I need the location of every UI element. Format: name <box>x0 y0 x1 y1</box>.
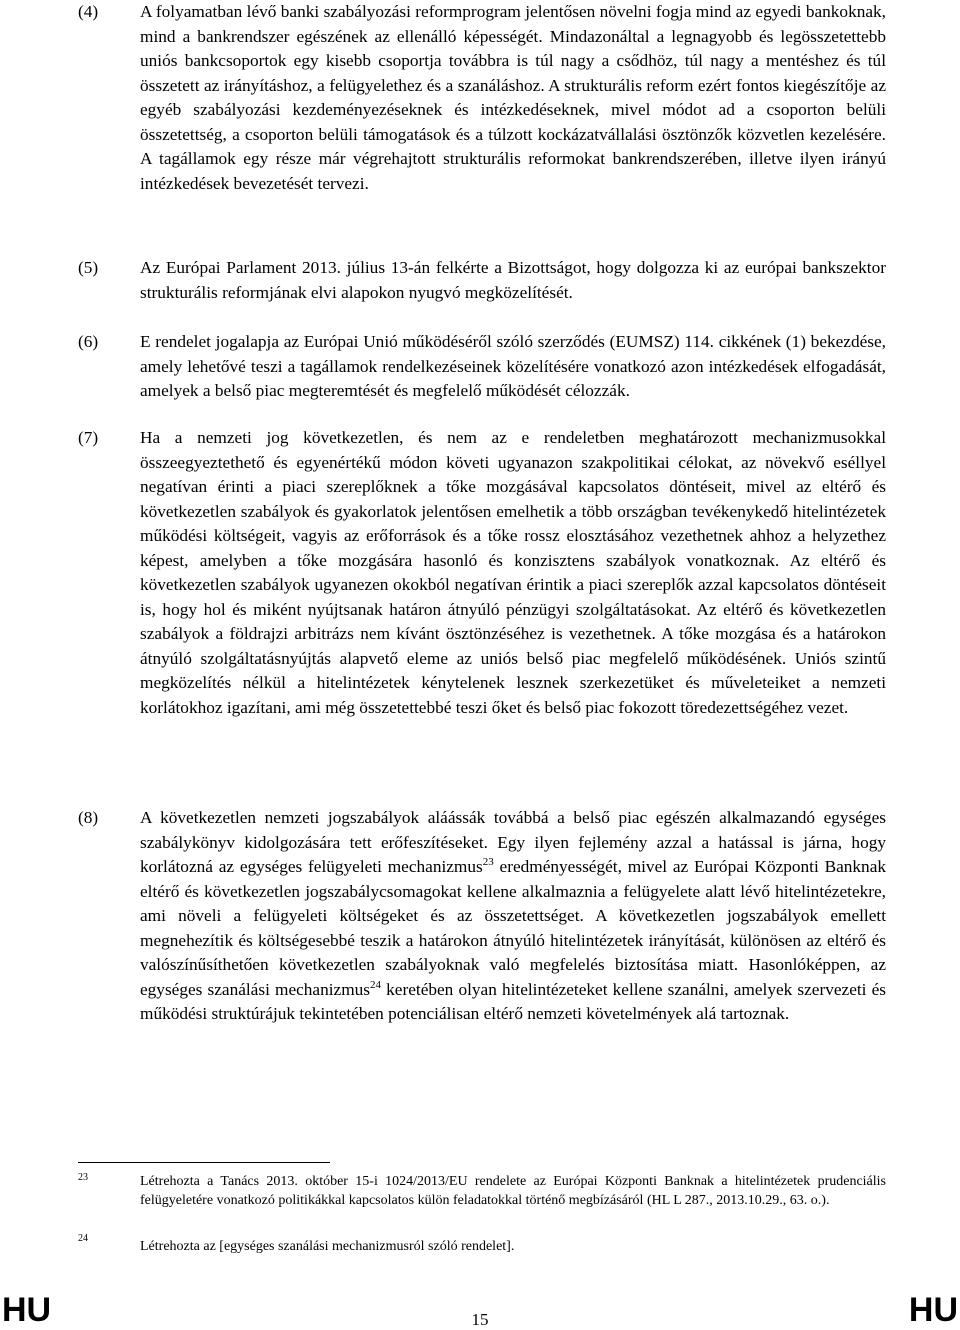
footnote-number: 23 <box>78 1172 88 1183</box>
paragraph-number: (8) <box>78 808 99 827</box>
paragraph-number: (6) <box>78 332 99 351</box>
footnote-ref-23[interactable]: 23 <box>482 856 494 869</box>
footnote-text: Létrehozta az [egységes szanálási mechanizmusról szóló rendelet]. <box>140 1239 515 1254</box>
page-number: 15 <box>471 1310 489 1329</box>
paragraph-number: (7) <box>78 428 99 447</box>
footnote-number: 24 <box>78 1233 88 1244</box>
paragraph-text: E rendelet jogalapja az Európai Unió működéséről szóló szerződés (EUMSZ) 114. cikkének (1) bekezdése, amely lehetővé teszi a tagállamok rendelkezéseinek közelítésére vonatkozó azon intézkedések elfogadását, amelyek a belső piac megteremtését és megfelelő működését célozzák. <box>140 332 886 400</box>
footnote-text: Létrehozta a Tanács 2013. október 15-i 1024/2013/EU rendelete az Európai Központi Banknak a hitelintézetek prudenciális felügyeletére vonatkozó politikákkal kapcsolatos külön feladatokkal történő megbízásáról (HL L 287., 2013.10.29., 63. o.). <box>140 1174 886 1208</box>
paragraph-text: Ha a nemzeti jog következetlen, és nem az e rendeletben meghatározott mechanizmusokkal összeegyeztethető és egyenértékű módon követi ugyanazon szakpolitikai célokat, az növekvő eséllyel negatívan érinti a piaci szereplőknek a tőke mozgásával kapcsolatos döntéseit, mivel az eltérő és következetlen szabályok és gyakorlatok jelentősen emelhetik a több országban tevékenykedő hitelintézetek működési költségeit, vagyis az erőforrások és a tőke rossz elosztásához vezethetnek ahhoz a helyzethez képest, amelyben a tőke mozgására hasonló és konzisztens szabályok vonatkoznak. Az eltérő és következetlen szabályok ugyanezen okokból negatívan érintik a piaci szereplők azzal kapcsolatos döntéseit is, hogy hol és miként nyújtsanak határon átnyúló pénzügyi szolgáltatásokat. Az eltérő és következetlen szabályok a földrajzi arbitrázs nem kívánt ösztönzéséhez is vezethetnek. A tőke mozgása és a határokon átnyúló szolgáltatásnyújtás alapvető eleme az uniós belső piac megfelelő működésének. Uniós szintű megközelítés nélkül a hitelintézetek kénytelenek lesznek szerkezetüket és műveleteiket a nemzeti korlátokhoz igazítani, ami még összetettebbé teszi őket és belső piac fokozott töredezettségéhez vezet. <box>140 428 886 717</box>
paragraph-text-part: eredményességét, mivel az Európai Központi Banknak eltérő és következetlen jogszabálycsomagokat kellene alkalmaznia a felügyelete alatt lévő hitelintézetekre, ami növeli a felügyeleti költségeket és az összetettséget. A következetlen jogszabályok emellett megnehezítik és költségesebbé teszik a határokon átnyúló hitelintézetek irányítását, különösen az eltérő és valószínűsíthetően következetlen szabályoknak való megfelelés biztosítása miatt. Hasonlóképpen, az egységes szanálási mechanizmus <box>140 857 887 999</box>
paragraph-text: Az Európai Parlament 2013. július 13-án felkérte a Bizottságot, hogy dolgozza ki az európai bankszektor strukturális reformjának elvi alapokon nyugvó megközelítését. <box>140 258 886 302</box>
footnote-divider <box>78 1162 330 1163</box>
paragraph-text-part: keretében olyan hitelintézeteket kellene szanálni, amelyek szervezeti és működési struktúrájuk tekintetében potenciálisan eltérő nemzeti követelmények alá tartoznak. <box>140 979 886 1023</box>
paragraph-number: (5) <box>78 258 99 277</box>
paragraph-text: A folyamatban lévő banki szabályozási reformprogram jelentősen növelni fogja mind az egyedi bankoknak, mind a bankrendszer egészének az ellenálló képességét. Mindazonáltal a legnagyobb és legösszetettebb uniós bankcsoportok egy kisebb csoportja továbbra is túl nagy a csődhöz, túl nagy a mentéshez és túl összetett az irányításhoz, a felügyelethez és a szanáláshoz. A strukturális reform ezért fontos kiegészítője az egyéb szabályozási kezdeményezéseknek és intézkedéseknek, mivel módot ad a csoporton belüli összetettség, a csoporton belüli támogatások és a túlzott kockázatvállalási ösztönzők közvetlen kezelésére. A tagállamok egy része már végrehajtott strukturális reformokat bankrendszerében, illetve ilyen irányú intézkedések bevezetését tervezi. <box>140 2 886 193</box>
paragraph-text-part: A következetlen nemzeti jogszabályok aláássák továbbá a belső piac egészén alkalmazandó egységes szabálykönyv kidolgozására tett erőfeszítéseket. Egy ilyen fejlemény azzal a hatással is járna, hogy korlátozná az egységes felügyeleti mechanizmus <box>140 808 886 876</box>
paragraph-text <box>140 806 886 1027</box>
footer-language-left: HU <box>2 1291 52 1329</box>
paragraph-number: (4) <box>78 2 99 21</box>
footnote-ref-24[interactable]: 24 <box>370 978 382 991</box>
footer-language-right: HU <box>908 1291 958 1329</box>
